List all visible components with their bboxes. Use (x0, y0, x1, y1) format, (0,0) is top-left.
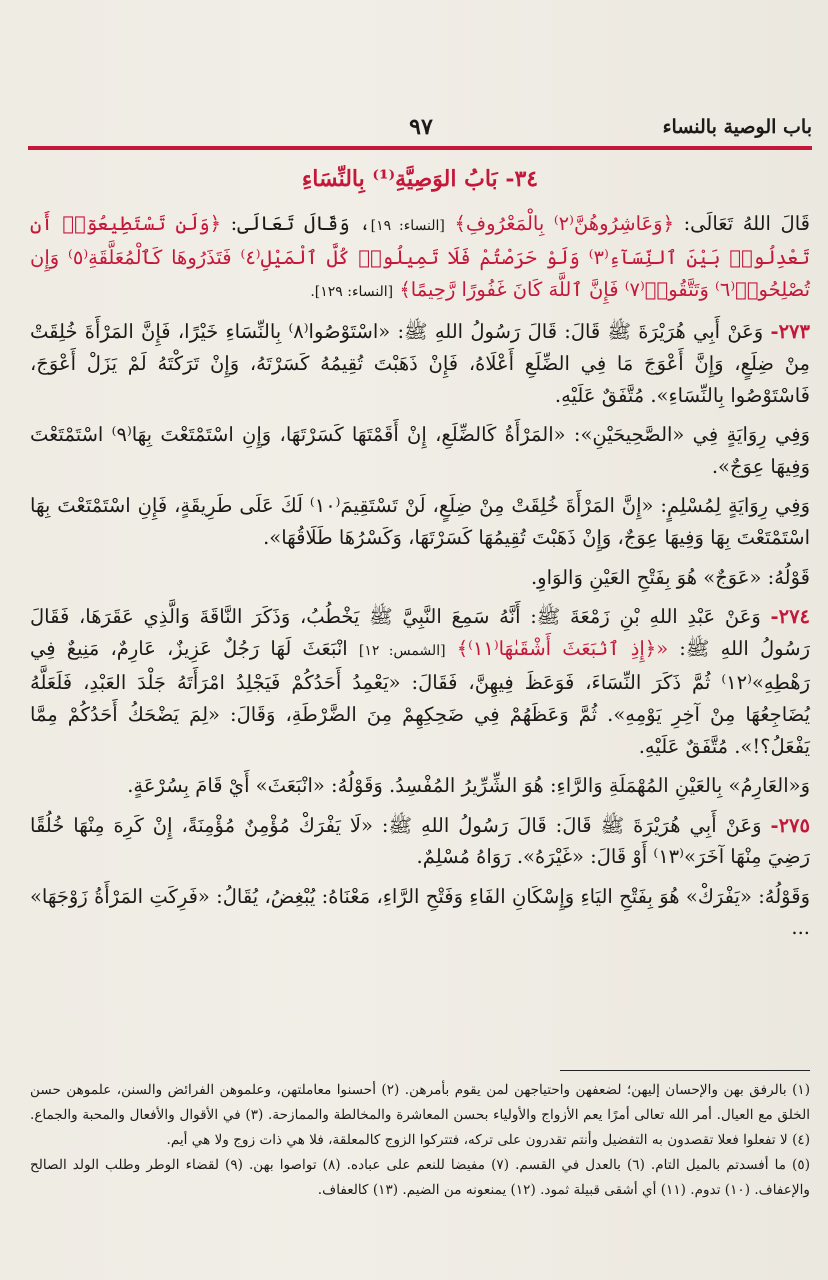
hadith-number: ٢٧٤- (770, 605, 811, 629)
narration-1: وَفِي رِوَايَةٍ فِي «الصَّحِيحَيْنِ»: «المَرْأَةُ كَالضِّلَعِ، إِنْ أَقَمْتَهَا كَسَرْتَهَا، وَإِنِ اسْتَمْتَعْتَ بِهَا⁽٩⁾ اسْتَمْتَعْتَ وَفِيهَا عِوَجٌ». (30, 423, 810, 478)
chapter-heading: باب الوصية بالنساء (662, 116, 812, 138)
hadith-275 (30, 810, 810, 873)
hadith-274 (30, 601, 810, 762)
footnotes (30, 1078, 810, 1203)
verse-citation-3: [الشمس: ١٢] (358, 642, 446, 659)
hadith-text-cont: انْبَعَثَ لَهَا رَجُلٌ عَزِيزٌ، عَارِمٌ، مَنِيعٌ فِي رَهْطِهِ»⁽١٢⁾ ثُمَّ ذَكَرَ النِّسَاءَ، فَوَعَظَ فِيهِنَّ، فَقَالَ: «يَعْمِدُ أَحَدُكُمْ فَيَجْلِدُ امْرَأَتَهُ جَلْدَ العَبْدِ، فَلَعَلَّهُ يُضَاجِعُهَا مِنْ آخِرِ يَوْمِهِ». ثُمَّ وَعَظَهُمْ فِي ضَحِكِهِمْ مِنَ الضَّرْطَةِ، وَقَالَ: «لِمَ يَضْحَكُ أَحَدُكُمْ مِمَّا يَفْعَلُ؟!». مُتَّفَقٌ عَلَيْهِ. (30, 636, 810, 758)
intro-paragraph (30, 208, 810, 309)
commentary-1: قَوْلُهُ: «عَوَجٌ» هُوَ بِفَتْحِ العَيْنِ وَالوَاوِ. (530, 565, 810, 589)
hadith-273 (30, 316, 810, 411)
hadith-text: وَعَنْ أَبِي هُرَيْرَةَ ﷺ قَالَ: قَالَ رَسُولُ اللهِ ﷺ: «لَا يَفْرَكْ مُؤْمِنٌ مُؤْمِنَةً، إِنْ كَرِهَ مِنْهَا خُلُقًا رَضِيَ مِنْهَا آخَرَ»⁽١٣⁾ أَوْ قَالَ: «غَيْرَهُ». رَوَاهُ مُسْلِمٌ. (30, 813, 810, 869)
verse-citation-2: [النساء: ١٢٩]. (310, 283, 394, 300)
hadith-text: وَعَنْ عَبْدِ اللهِ بْنِ زَمْعَةَ ﷺ: أَنَّهُ سَمِعَ النَّبِيَّ ﷺ يَخْطُبُ، وَذَكَرَ النَّاقَةَ وَالَّذِي عَقَرَهَا، فَقَالَ رَسُولُ اللهِ ﷺ: (30, 605, 811, 660)
quran-verse-3: «﴿إِذِ ٱنۢبَعَثَ أَشْقَىٰهَا⁽١١⁾﴾ (456, 636, 669, 660)
verse-citation-1: [النساء: ١٩] (370, 217, 445, 234)
intro-mid: ، وَقَالَ تَعَالَى: (221, 211, 371, 235)
footnote-block: (١) بالرفق بهن والإحسان إليهن؛ لضعفهن واحتياجهن لمن يقوم بأمرهن. (٢) أحسنوا معاملتهن، وعلموهن الفرائض والسنن، علموهن حسن الخلق مع العيال. أمر الله تعالى أمرًا يعم الأزواج والأولياء بحسن المعاشرة والمخالطة والممازحة. (٣) في الأقوال والأفعال والمحبة والجماع. (٤) لا تفعلوا فعلا تقصدون به التفضيل وأنتم تقدرون على تركه، فتتركوا الزوج كالمعلقة، فلا هي ذات زوج ولا هي أيم. (30, 1082, 811, 1148)
intro-lead: قَالَ اللهُ تَعَالَى: (674, 211, 810, 235)
quran-verse-2: ﴿وَلَن تَسْتَطِيعُوٓا۟ أَن تَعْدِلُوا۟ بَيْنَ ٱلنِّسَآءِ⁽٣⁾ وَلَوْ حَرَصْتُمْ فَلَا تَمِيلُوا۟ كُلَّ ٱلْمَيْلِ⁽٤⁾ فَتَذَرُوهَا كَٱلْمُعَلَّقَةِ⁽٥⁾ وَإِن تُصْلِحُوا۟⁽٦⁾ وَتَتَّقُوا۟⁽٧⁾ فَإِنَّ ٱللَّهَ كَانَ غَفُورًا رَّحِيمًا﴾ (30, 211, 810, 301)
hadith-number: ٢٧٣- (770, 320, 810, 344)
chapter-title: ٣٤- بَابُ الوَصِيَّةِ⁽¹⁾ بِالنِّسَاءِ (301, 166, 539, 192)
quran-verse-1: ﴿وَعَاشِرُوهُنَّ⁽٢⁾ بِالْمَعْرُوفِ﴾ (454, 211, 675, 235)
page-number: ٩٧ (409, 114, 433, 140)
footnote-rule (560, 1070, 810, 1071)
running-header (30, 112, 812, 142)
footnote-block: (٥) ما أفسدتم بالميل التام. (٦) بالعدل في القسم. (٧) مفيضا للنعم على عباده. (٨) تواصوا بهن. (٩) لقضاء الوطر وطلب الولد الصالح والإعفاف. (١٠) تدوم. (١١) أي أشقى قبيلة ثمود. (١٢) يمنعونه من الضيم. (١٣) كالعفاف. (30, 1157, 810, 1198)
narration-2: وَفِي رِوَايَةٍ لِمُسْلِمٍ: «إِنَّ المَرْأَةَ خُلِقَتْ مِنْ ضِلَعٍ، لَنْ تَسْتَقِيمَ⁽١٠⁾ لَكَ عَلَى طَرِيقَةٍ، فَإِنِ اسْتَمْتَعْتَ بِهَا اسْتَمْتَعْتَ بِهَا وَفِيهَا عِوَجٌ، وَإِنْ ذَهَبْتَ تُقِيمُهَا كَسَرْتَهَا، وَكَسْرُهَا طَلَاقُهَا». (30, 494, 810, 549)
commentary-2: وَ«العَارِمُ» بِالعَيْنِ المُهْمَلَةِ وَالرَّاءِ: هُوَ الشِّرِّيرُ المُفْسِدُ. وَقَوْلُهُ: «انْبَعَثَ» أَيْ قَامَ بِسُرْعَةٍ. (127, 774, 810, 798)
main-text (30, 160, 810, 952)
hadith-number: ٢٧٥- (770, 813, 810, 837)
hadith-text: وَعَنْ أَبِي هُرَيْرَةَ ﷺ قَالَ: قَالَ رَسُولُ اللهِ ﷺ: «اسْتَوْصُوا⁽٨⁾ بِالنِّسَاءِ خَيْرًا، فَإِنَّ المَرْأَةَ خُلِقَتْ مِنْ ضِلَعٍ، وَإِنَّ أَعْوَجَ مَا فِي الضِّلَعِ أَعْلَاهُ، فَإِنْ ذَهَبْتَ تُقِيمُهُ كَسَرْتَهُ، وَإِنْ تَرَكْتَهُ لَمْ يَزَلْ أَعْوَجَ، فَاسْتَوْصُوا بِالنِّسَاءِ». مُتَّفَقٌ عَلَيْهِ. (30, 320, 810, 407)
header-rule (28, 146, 812, 150)
commentary-3: وَقَوْلُهُ: «يَفْرَكْ» هُوَ بِفَتْحِ اليَاءِ وَإِسْكَانِ الفَاءِ وَفَتْحِ الرَّاءِ، مَعْنَاهُ: يُبْغِضُ، يُقَالُ: «فَرِكَتِ المَرْأَةُ زَوْجَهَا» ... (30, 884, 810, 940)
